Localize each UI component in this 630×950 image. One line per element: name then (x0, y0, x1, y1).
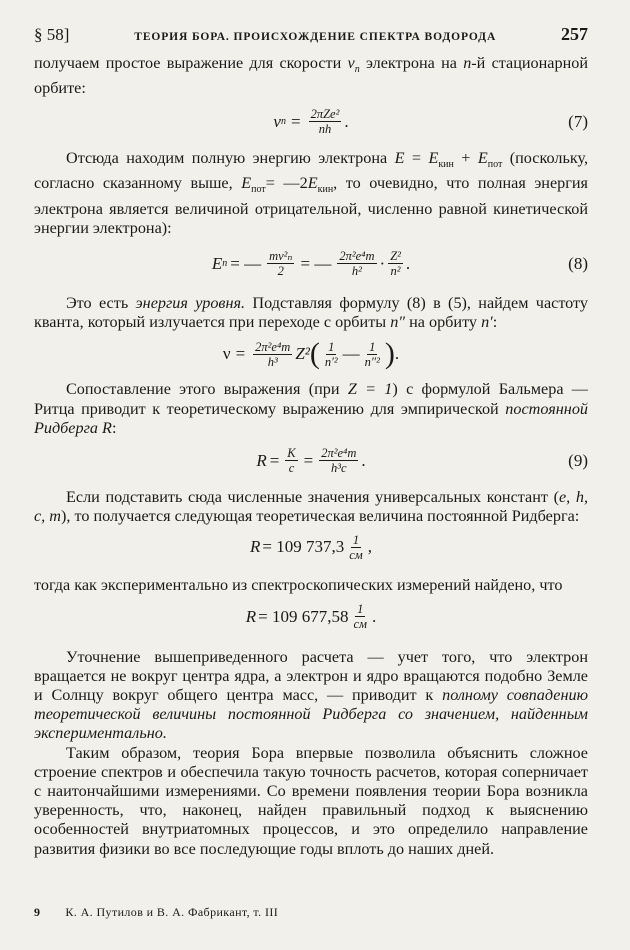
fraction: $\frac{\text{2π²e⁴m}}{\text{h³c}}$ (321, 446, 357, 476)
equation-9: R = $\frac{K}{c}$ = $\frac{\text{2π²e⁴m}}{\text{h³c}}$ . (9) (256, 446, 588, 476)
fraction: $\frac{\text{2π²e⁴m}}{\text{h²}}$ (339, 249, 375, 279)
page-number: 257 (561, 24, 588, 44)
fraction: $\frac{\text{mv²ₙ}}{2}$ (269, 249, 293, 279)
paragraph-4: Сопоставление этого выражения (при Z = 1) с формулой Бальмера — Ритца приводит к теоретическому выражению для эмпирической постоянной Ридберга R: (34, 380, 589, 437)
paragraph-1: получаем простое выражение для скорости $v_n$ электрона на n-й стационарной орбите: (34, 54, 588, 98)
fraction: $\frac{\text{2πZe²}}{nh}$ (310, 107, 340, 137)
equation-number: (9) (568, 450, 588, 470)
footer-signature (34, 905, 588, 920)
running-title: ТЕОРИЯ БОРА. ПРОИСХОЖДЕНИЕ СПЕКТРА ВОДОРОДА (134, 31, 497, 43)
equation-frequency: ν = $\frac{\text{2π²e⁴m}}{\text{h³}}$ Z² ( $\frac{1}{\text{n′²}}$ — $\frac{1}{\text{n″²}}$ ) . (222, 337, 400, 371)
paragraph-6: тогда как экспериментально из спектроскопических измерений найдено, что (34, 576, 563, 595)
equation-number: (7) (568, 111, 588, 131)
section-marker: § 58] (34, 25, 70, 44)
fraction: $\frac{1}{см}$ (349, 532, 363, 562)
paragraph-3: Это есть энергия уровня. Подставляя формулу (8) в (5), найдем частоту кванта, который излучается при переходе с орбиты n″ на орбиту n′: (34, 293, 589, 332)
equation-8: E n = — $\frac{\text{mv²ₙ}}{2}$ = — $\frac{\text{2π²e⁴m}}{\text{h²}}$ · $\frac{\text{Z²}}{\text{n²}}$ . (8) (211, 249, 588, 279)
equation-rydberg-experiment: R = 109 677,58 $\frac{1}{см}$ . (245, 602, 377, 632)
paragraph-8: Таким образом, теория Бора впервые позволила объяснить сложное строение спектров и обеспечила такую точность расчетов, которая соперничает с наитончайшими измерениями. Со времени появления теории Бора возникла уверенность, что, наконец, найден правильный подход к выяснению особенностей внутриатомных процессов, и это определило направление развития физики во все последующие годы вплоть до наших дней. (34, 743, 588, 858)
fraction: $\frac{1}{\text{n′²}}$ (324, 339, 338, 369)
fraction: $\frac{1}{см}$ (353, 602, 367, 632)
paragraph-2: Отсюда находим полную энергию электрона $E = E_{кин} + E_{пот}$ (поскольку, согласно сказанному выше, $E_{пот}=$ $—2E_{кин}$, то очевидно, что полная энергия электрона является величиной отрицательной, численно равной кинетической энергии электрона): (34, 148, 589, 237)
page (34, 24, 588, 859)
fraction: $\frac{1}{\text{n″²}}$ (364, 339, 380, 369)
fraction: $\frac{\text{Z²}}{\text{n²}}$ (390, 249, 401, 279)
signature-number: 9 (34, 905, 41, 919)
fraction: $\frac{\text{2π²e⁴m}}{\text{h³}}$ (255, 339, 291, 369)
paragraph-5: Если подставить сюда численные значения универсальных констант (e, h, c, m), то получается следующая теоретическая величина постоянной Ридберга: (34, 487, 588, 526)
running-header (34, 24, 588, 54)
paragraph-7: Уточнение вышеприведенного расчета — учет того, что электрон вращается не вокруг центра ядра, а электрон и ядро вращаются подобно Земле и Солнцу вокруг общего центра масс, — приводит к полному совпадению теоретической величины постоянной Ридберга со значением, найденным экспериментально. (34, 647, 588, 743)
equation-number: (8) (568, 253, 588, 273)
footer-text: К. А. Путилов и В. А. Фабрикант, т. III (65, 905, 279, 919)
fraction: $\frac{K}{c}$ (287, 446, 296, 476)
equation-rydberg-theory: R = 109 737,3 $\frac{1}{см}$ , (249, 532, 372, 562)
equation-7: v n = $\frac{\text{2πZe²}}{nh}$ . (7) (273, 107, 588, 137)
